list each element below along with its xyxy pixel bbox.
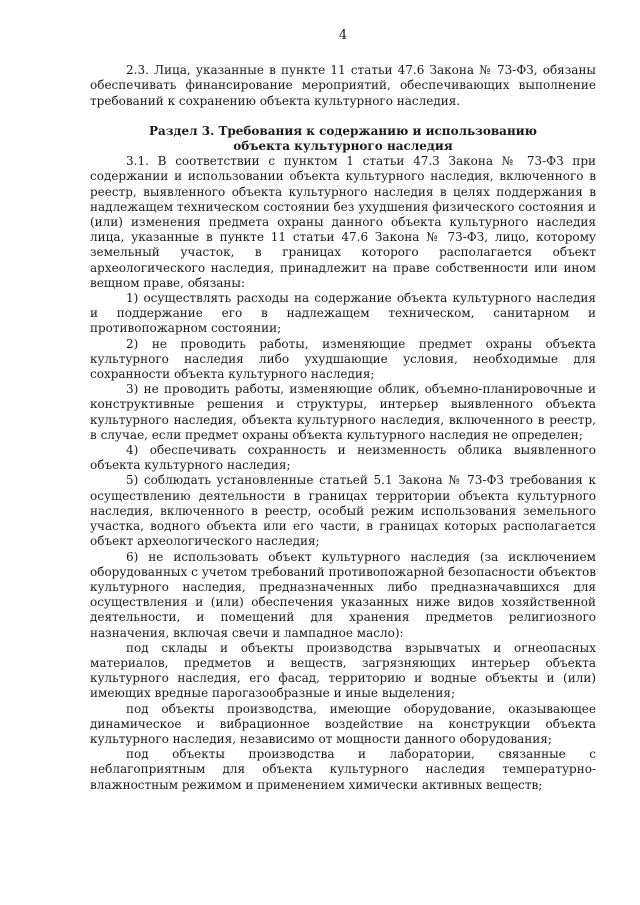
paragraph-3-1: 3.1. В соответствии с пунктом 1 статьи 47.3 Закона № 73-ФЗ при содержании и использовании объекта культурного наследия, включенного в реестр, выявленного объекта культурного наследия в целях поддержания в надлежащем техническом состоянии без ухудшения физического состояния и (или) изменения предмета охраны данного объекта культурного наследия лица, указанные в пункте 11 статьи 47.6 Закона № 73-ФЗ, лицо, которому земельный участок, в границах которого располагается объект археологического наследия, принадлежит на праве собственности или ином вещном праве, обязаны: [90, 154, 596, 290]
list-item-1: 1) осуществлять расходы на содержание объекта культурного наследия и поддержание его в надлежащем техническом, санитарном и противопожарном состоянии; [90, 291, 596, 336]
list-item-6: 6) не использовать объект культурного наследия (за исключением оборудованных с учетом требований противопожарной безопасности объектов культурного наследия, предназначенных либо предназначавшихся для осуществления и (или) обеспечения указанных ниже видов хозяйственной деятельности, и помещений для хранения предметов религиозного назначения, включая свечи и лампадное масло): [90, 549, 596, 640]
section-title-line1: Раздел 3. Требования к содержанию и использованию [149, 123, 537, 138]
sub-item-equipment: под объекты производства, имеющие оборудование, оказывающее динамическое и вибрационное воздействие на конструкции объекта культурного наследия, независимо от мощности данного оборудования; [90, 701, 596, 746]
list-item-2: 2) не проводить работы, изменяющие предмет охраны объекта культурного наследия либо ухудшающие условия, необходимые для сохранности объекта культурного наследия; [90, 336, 596, 382]
sub-item-labs: под объекты производства и лаборатории, связанные с неблагоприятным для объекта культурного наследия температурно-влажностным режимом и применением химически активных веществ; [90, 747, 596, 792]
list-item-4: 4) обеспечивать сохранность и неизменность облика выявленного объекта культурного наследия; [90, 443, 596, 473]
section-title [90, 124, 596, 154]
sub-item-warehouses: под склады и объекты производства взрывчатых и огнеопасных материалов, предметов и веществ, загрязняющих интерьер объекта культурного наследия, его фасад, территорию и водные объекты и (или) имеющих вредные парогазообразные и иные выделения; [90, 640, 596, 701]
page-number: 4 [338, 28, 348, 43]
list-item-5: 5) соблюдать установленные статьей 5.1 Закона № 73-ФЗ требования к осуществлению деятельности в границах территории объекта культурного наследия, включенного в реестр, особый режим использования земельного участка, водного объекта или его части, в границах которых располагается объект археологического наследия; [90, 473, 596, 549]
list-item-3: 3) не проводить работы, изменяющие облик, объемно-планировочные и конструктивные решения и структуры, интерьер выявленного объекта культурного наследия, объекта культурного наследия, включенного в реестр, в случае, если предмет охраны объекта культурного наследия не определен; [90, 382, 596, 442]
section-title-line2: объекта культурного наследия [233, 139, 453, 154]
paragraph-2-3: 2.3. Лица, указанные в пункте 11 статьи 47.6 Закона № 73-ФЗ, обязаны обеспечивать финансирование мероприятий, обеспечивающих выполнение требований к сохранению объекта культурного наследия. [90, 63, 596, 108]
document-page [90, 28, 596, 793]
